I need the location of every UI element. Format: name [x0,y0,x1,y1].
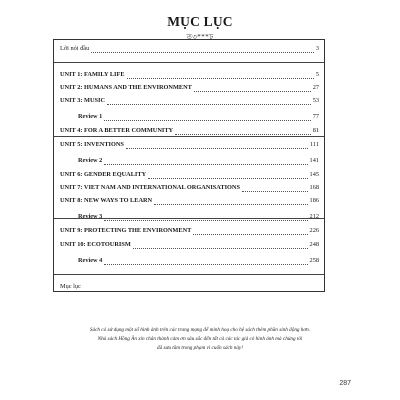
toc-entry [60,183,319,193]
toc-entry-page: 186 [309,197,319,204]
toc-entry [60,196,319,206]
toc-divider [54,218,324,219]
toc-entry-page: 81 [312,127,319,134]
toc-leader-dots [91,46,314,53]
toc-entry-page: 53 [312,97,319,104]
toc-entry-page: 212 [309,213,319,220]
table-of-contents [53,39,325,292]
toc-entry-label: UNIT 7: VIET NAM AND INTERNATIONAL ORGANISATIONS [60,184,240,191]
toc-entry-page: 3 [315,45,319,52]
toc-entry [60,226,319,236]
toc-entry [60,140,319,150]
toc-leader-dots [107,98,311,105]
toc-entry-label: Review 1 [78,113,103,120]
page-title: MỤC LỤC [167,14,233,29]
toc-entry-page: 77 [312,113,319,120]
toc-leader-dots [133,242,308,249]
toc-entry-page: 258 [309,257,319,264]
toc-entry-label: Review 2 [78,157,103,164]
toc-leader-dots [104,258,307,265]
toc-entry-label: UNIT 8: NEW WAYS TO LEARN [60,197,153,204]
toc-entry [78,256,319,266]
page-number: 287 [339,380,351,387]
toc-entry [78,156,319,166]
toc-leader-dots [104,214,307,221]
toc-entry-page: 248 [309,241,319,248]
toc-entry-label: UNIT 4: FOR A BETTER COMMUNITY [60,127,174,134]
toc-entry-page: 27 [312,84,319,91]
toc-leader-dots [127,72,314,79]
toc-leader-dots [242,185,308,192]
toc-leader-dots [175,128,311,135]
toc-entry [78,112,319,122]
toc-entry-label: UNIT 9: PROTECTING THE ENVIRONMENT [60,227,192,234]
toc-entry-label: Review 4 [78,257,103,264]
toc-entry [60,83,319,93]
toc-divider [54,62,324,63]
toc-entry-page: 5 [315,71,319,78]
toc-entry [60,96,319,106]
toc-divider [54,274,324,275]
toc-entry-label: UNIT 3: MUSIC [60,97,106,104]
toc-leader-dots [104,114,310,121]
toc-leader-dots [104,158,307,165]
toc-leader-dots [193,228,307,235]
toc-leader-dots [194,85,311,92]
toc-entry-page: 145 [309,171,319,178]
toc-entry-label: UNIT 2: HUMANS AND THE ENVIRONMENT [60,84,192,91]
toc-entry [60,44,319,54]
footer-note-line: Sách có sử dụng một số hình ảnh trên các trang mạng để minh hoạ cho hệ sách thêm phần sinh động hơn. [89,327,311,333]
toc-entry-label: UNIT 10: ECOTOURISM [60,241,131,248]
toc-entry-page: 111 [310,141,319,148]
toc-leader-dots [148,172,307,179]
toc-entry-label: UNIT 1: FAMILY LIFE [60,71,125,78]
toc-entry-label: Lời nói đầu [60,45,90,52]
toc-divider [54,136,324,137]
toc-leader-dots [126,142,308,149]
toc-entry [60,240,319,250]
toc-entry-page: 168 [309,184,319,191]
footer-note-line: Nhà sách Hồng Ân xin chân thành cảm ơn sâu sắc đến tất cả các tác giả có hình ảnh mà chúng tôi [97,336,303,342]
toc-leader-dots [154,198,307,205]
toc-entry-page: 141 [309,157,319,164]
toc-entry-label: Mục lục [60,283,81,290]
toc-entry [60,170,319,180]
toc-entry [60,126,319,136]
title-ornament: ত৩***ঢ় [186,33,214,41]
toc-entry [78,212,319,222]
toc-entry-page: 226 [309,227,319,234]
toc-entry [60,282,319,292]
footer-note-line: đã sưu tầm trong phạm vi cuốn sách này! [157,345,243,351]
toc-entry-label: UNIT 5: INVENTIONS [60,141,124,148]
toc-entry [60,70,319,80]
toc-entry-label: UNIT 6: GENDER EQUALITY [60,171,147,178]
toc-entry-label: Review 3 [78,213,103,220]
